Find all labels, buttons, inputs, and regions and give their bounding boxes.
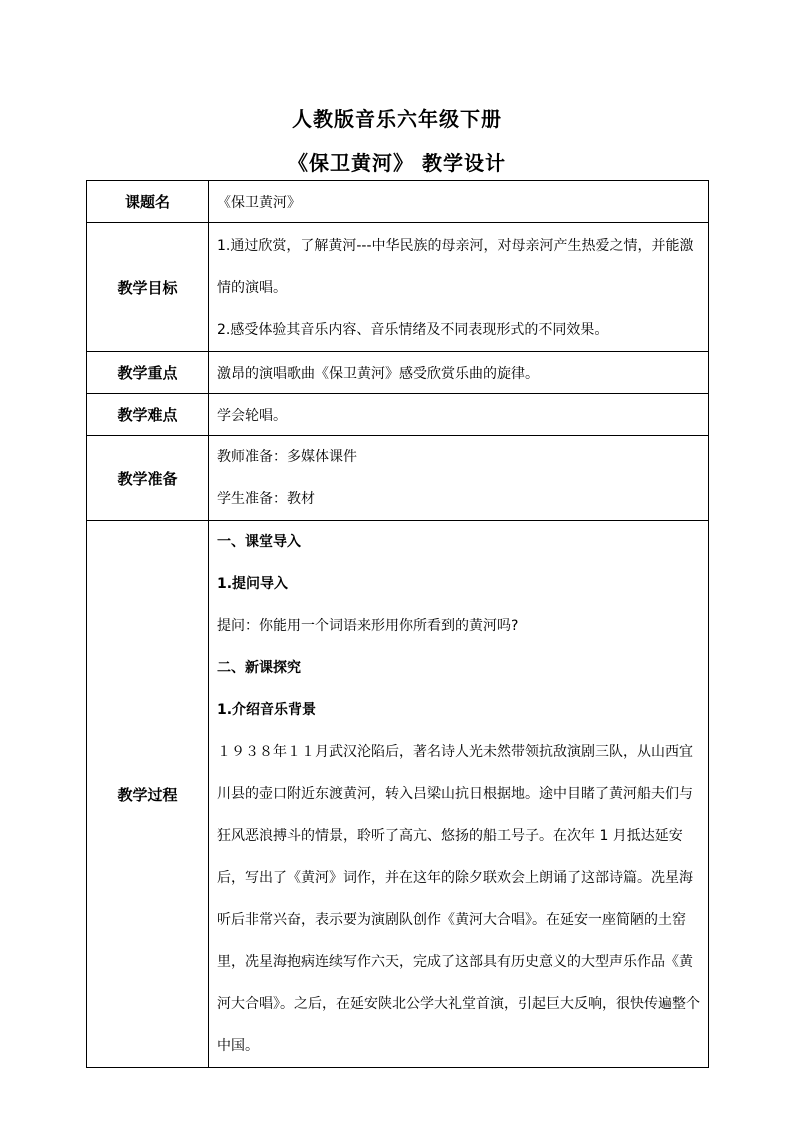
table-row-objectives xyxy=(87,223,709,352)
preparation-label: 教学准备 xyxy=(87,436,209,521)
table-row-preparation xyxy=(87,436,709,521)
table-row-key-points xyxy=(87,352,709,394)
intro-question: 提问：你能用一个词语来形用你所看到的黄河吗? xyxy=(217,618,519,634)
difficulties-label: 教学难点 xyxy=(87,394,209,436)
document-title: 人教版音乐六年级下册 xyxy=(292,107,502,131)
topic-label: 课题名 xyxy=(87,181,209,223)
lesson-plan-table xyxy=(86,180,709,1068)
document-subtitle: 《保卫黄河》 教学设计 xyxy=(288,151,506,175)
table-row-process xyxy=(87,521,709,1068)
background-paragraph: １９３８年１１月武汉沦陷后，著名诗人光未然带领抗敌演剧三队，从山西宜川县的壶口附近东渡黄河，转入吕梁山抗日根据地。途中目睹了黄河船夫们与狂风恶浪搏斗的情景，聆听了高亢、悠扬的船工号子。在次年 1 月抵达延安后，写出了《黄河》词作，并在这年的除夕联欢会上朗诵了这部诗篇。冼星海听后非常兴奋，表示要为演剧队创作《黄河大合唱》。在延安一座简陋的土窑里，冼星海抱病连续写作六天，完成了这部具有历史意义的大型声乐作品《黄河大合唱》。之后，在延安陕北公学大礼堂首演，引起巨大反响，很快传遍整个中国。 xyxy=(217,744,700,1054)
objectives-label: 教学目标 xyxy=(87,223,209,352)
topic-value: 《保卫黄河》 xyxy=(209,181,709,223)
table-row-topic xyxy=(87,181,709,223)
section-heading-intro: 一、课堂导入 xyxy=(217,534,301,550)
objective-item-1: 1.通过欣赏，了解黄河---中华民族的母亲河，对母亲河产生热爱之情，并能激情的演唱。 xyxy=(217,238,694,296)
preparation-cell xyxy=(209,436,709,521)
table-row-difficulties xyxy=(87,394,709,436)
objective-item-2: 2.感受体验其音乐内容、音乐情绪及不同表现形式的不同效果。 xyxy=(217,322,609,338)
subheading-question-intro: 1.提问导入 xyxy=(217,576,289,592)
process-cell xyxy=(209,521,709,1068)
process-label: 教学过程 xyxy=(87,521,209,1068)
student-preparation: 学生准备：教材 xyxy=(217,491,315,507)
section-heading-new-lesson: 二、新课探究 xyxy=(217,660,301,676)
difficulties-value: 学会轮唱。 xyxy=(209,394,709,436)
subheading-music-background: 1.介绍音乐背景 xyxy=(217,702,317,718)
objectives-cell xyxy=(209,223,709,352)
key-points-value: 激昂的演唱歌曲《保卫黄河》感受欣赏乐曲的旋律。 xyxy=(209,352,709,394)
teacher-preparation: 教师准备：多媒体课件 xyxy=(217,449,357,465)
key-points-label: 教学重点 xyxy=(87,352,209,394)
